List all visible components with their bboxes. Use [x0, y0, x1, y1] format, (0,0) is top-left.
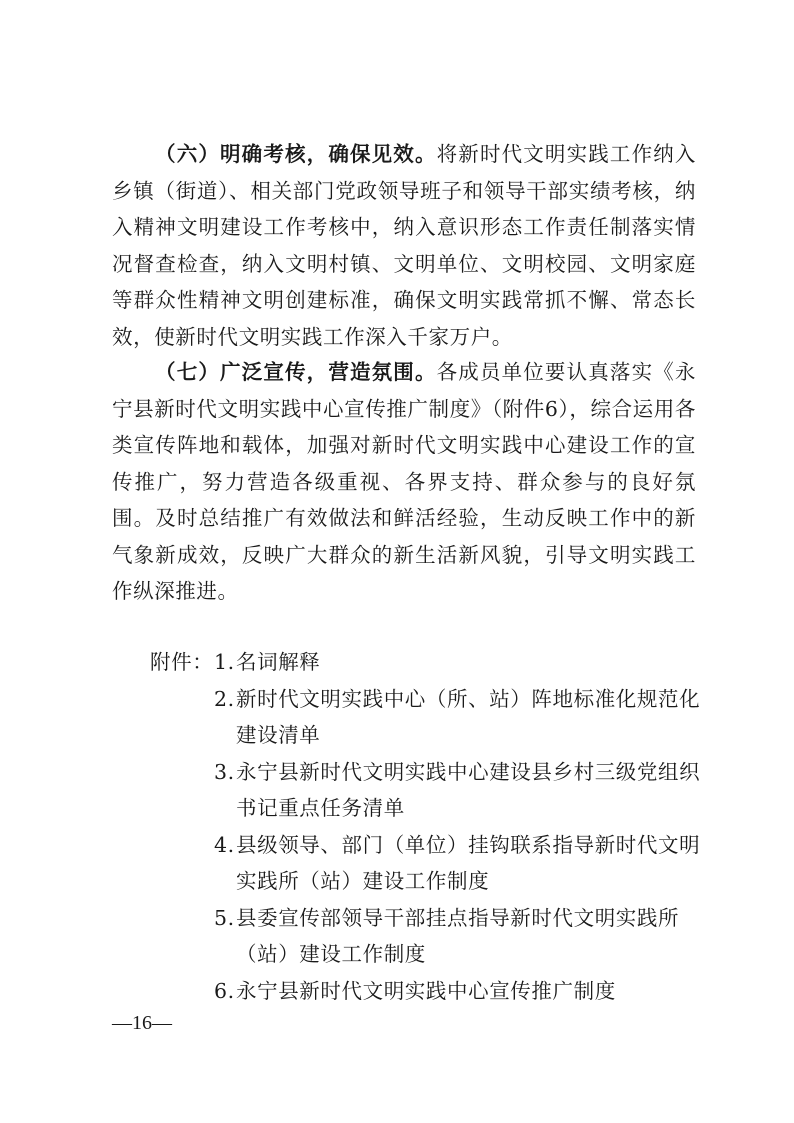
paragraph-assessment [112, 136, 696, 355]
paragraph-heading: （七）广泛宣传，营造氛围。 [155, 360, 437, 384]
attachment-item [214, 827, 710, 900]
attachment-number: 1. [214, 650, 235, 674]
paragraph-publicity [112, 354, 696, 610]
paragraph-body: 将新时代文明实践工作纳入乡镇（街道）、相关部门党政领导班子和领导干部实绩考核，纳入精神文明建设工作考核中，纳入意识形态工作责任制落实情况督查检查，纳入文明村镇、文明单位、文明校园、文明家庭等群众性精神文明创建标准，确保文明实践常抓不懈、常态长效，使新时代文明实践工作深入千家万户。 [112, 142, 696, 349]
attachments-label: 附件： [150, 650, 214, 674]
attachment-number: 2. [214, 686, 235, 711]
attachments-list [214, 644, 710, 1009]
attachment-title: 县级领导、部门（单位）挂钩联系指导新时代文明实践所（站）建设工作制度 [236, 832, 701, 893]
attachment-item [214, 644, 710, 681]
attachment-title: 县委宣传部领导干部挂点指导新时代文明实践所（站）建设工作制度 [236, 905, 680, 966]
attachment-item [214, 681, 710, 754]
attachment-item [214, 900, 710, 973]
paragraph-body: 各成员单位要认真落实《永宁县新时代文明实践中心宣传推广制度》（附件6），综合运用各类宣传阵地和载体，加强对新时代文明实践中心建设工作的宣传推广，努力营造各级重视、各界支持、群众参与的良好氛围。及时总结推广有效做法和鲜活经验，生动反映工作中的新气象新成效，反映广大群众的新生活新风貌，引导文明实践工作纵深推进。 [112, 360, 696, 603]
attachment-number: 3. [214, 759, 235, 784]
attachment-title: 名词解释 [236, 650, 321, 674]
attachment-number: 6. [214, 978, 235, 1003]
paragraph-heading: （六）明确考核，确保见效。 [155, 142, 437, 166]
attachment-number: 4. [214, 832, 235, 857]
attachment-number: 5. [214, 905, 235, 930]
attachments-section [150, 644, 710, 1009]
attachment-title: 永宁县新时代文明实践中心建设县乡村三级党组织书记重点任务清单 [236, 759, 701, 820]
page-number: —16— [112, 1012, 172, 1034]
attachment-title: 永宁县新时代文明实践中心宣传推广制度 [236, 978, 616, 1003]
attachment-title: 新时代文明实践中心（所、站）阵地标准化规范化建设清单 [236, 686, 701, 747]
attachment-item [214, 754, 710, 827]
attachment-item [214, 973, 710, 1010]
